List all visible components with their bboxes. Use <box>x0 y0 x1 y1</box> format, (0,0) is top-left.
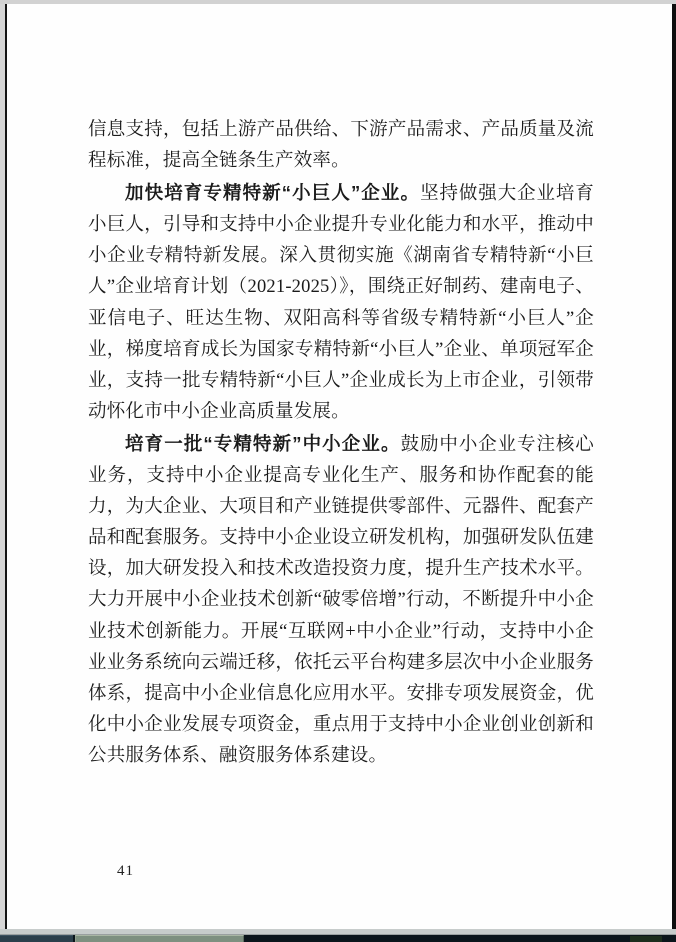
taskbar-tray-hint <box>630 936 662 942</box>
taskbar-right-area <box>245 935 676 942</box>
paragraph-text: 坚持做强大企业培育小巨人，引导和支持中小企业提升专业化能力和水平，推动中小企业专精特新发展。深入贯彻实施《湖南省专精特新“小巨人”企业培育计划（2021-2025）》，围绕正好制药、建南电子、亚信电子、旺达生物、双阳高科等省级专精特新“小巨人”企业，梯度培育成长为国家专精特新“小巨人”企业、单项冠军企业，支持一批专精特新“小巨人”企业成长为上市企业，引领带动怀化市中小企业高质量发展。 <box>88 184 594 422</box>
paragraph-sme-cultivation <box>88 428 594 772</box>
paragraph-text: 鼓励中小企业专注核心业务，支持中小企业提高专业化生产、服务和协作配套的能力，为大企业、大项目和产业链提供零部件、元器件、配套产品和配套服务。支持中小企业设立研发机构，加强研发队伍建设，加大研发投入和技术改造投资力度，提升生产技术水平。大力开展中小企业技术创新“破零倍增”行动，不断提升中小企业技术创新能力。开展“互联网+中小企业”行动，支持中小企业业务系统向云端迁移，依托云平台构建多层次中小企业服务体系，提高中小企业信息化应用水平。安排专项发展资金，优化中小企业发展专项资金，重点用于支持中小企业创业创新和公共服务体系、融资服务体系建设。 <box>88 434 594 766</box>
page-right-border <box>672 4 676 929</box>
paragraph-text: 信息支持，包括上游产品供给、下游产品需求、产品质量及流程标准，提高全链条生产效率。 <box>88 120 594 172</box>
document-page <box>7 4 672 929</box>
paragraph-continuation <box>88 115 594 177</box>
paragraph-little-giant-enterprises <box>88 177 594 428</box>
page-body-text <box>88 115 594 772</box>
taskbar <box>0 935 676 942</box>
taskbar-start-area[interactable] <box>0 935 73 942</box>
paragraph-bold-lead: 加快培育专精特新“小巨人”企业。 <box>125 182 421 204</box>
taskbar-window-button[interactable] <box>75 935 244 942</box>
paragraph-bold-lead: 培育一批“专精特新”中小企业。 <box>125 432 401 454</box>
page-number: 41 <box>117 863 134 879</box>
